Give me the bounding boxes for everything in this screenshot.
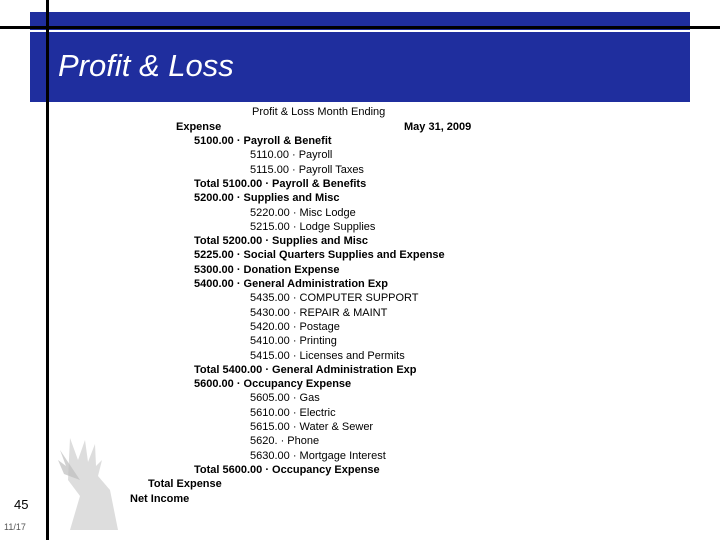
report-row-label: 5410.00 · Printing (250, 335, 337, 348)
report-row-label: 5600.00 · Occupancy Expense (194, 378, 352, 391)
slide-title: Profit & Loss (58, 48, 234, 83)
report-row-label: Total 5200.00 · Supplies and Misc (194, 235, 369, 248)
report-row-label: 5430.00 · REPAIR & MAINT (250, 306, 388, 319)
report-row-label: 5300.00 · Donation Expense (194, 263, 340, 276)
report-row-label: 5615.00 · Water & Sewer (250, 421, 374, 433)
report-row-label: Total Expense (148, 478, 222, 491)
horizontal-rule (0, 26, 720, 29)
report-row-label: 5435.00 · COMPUTER SUPPORT (250, 292, 419, 305)
report-row-label: 5400.00 · General Administration Exp (194, 278, 388, 290)
column-date: May 31, 2009 (404, 121, 472, 133)
moose-logo (40, 430, 150, 540)
column-label: Expense (176, 121, 222, 133)
slide-number: 45 (14, 497, 29, 512)
report-row-label: 5415.00 · Licenses and Permits (250, 349, 405, 362)
report-row-label: 5610.00 · Electric (250, 406, 336, 419)
report-row-label: 5100.00 · Payroll & Benefit (194, 135, 332, 147)
report-row-label: 5115.00 · Payroll Taxes (250, 163, 364, 176)
report-row-label: 5110.00 · Payroll (250, 149, 333, 162)
report-row-label: Total 5100.00 · Payroll & Benefits (194, 177, 367, 190)
report-row-label: 5225.00 · Social Quarters Supplies and Expense (194, 249, 445, 262)
report-row-label: 5215.00 · Lodge Supplies (250, 220, 376, 233)
banner-rule (30, 30, 690, 32)
report-row-label: 5630.00 · Mortgage Interest (250, 449, 386, 462)
report-row-label: 5420.00 · Postage (250, 320, 340, 333)
report-row-label: Net Income (130, 492, 190, 505)
report-row-label: 5620. · Phone (250, 435, 320, 448)
report-row-label: 5200.00 · Supplies and Misc (194, 192, 340, 205)
report-row-label: 5605.00 · Gas (250, 392, 320, 405)
slide-date: 11/17 (4, 522, 26, 532)
report-heading: Profit & Loss Month Ending (252, 106, 386, 118)
corner-mark (692, 26, 704, 29)
report-row-label: 5220.00 · Misc Lodge (250, 206, 356, 219)
report-row-label: Total 5600.00 · Occupancy Expense (194, 463, 380, 476)
report-row-label: Total 5400.00 · General Administration Exp (194, 363, 417, 376)
